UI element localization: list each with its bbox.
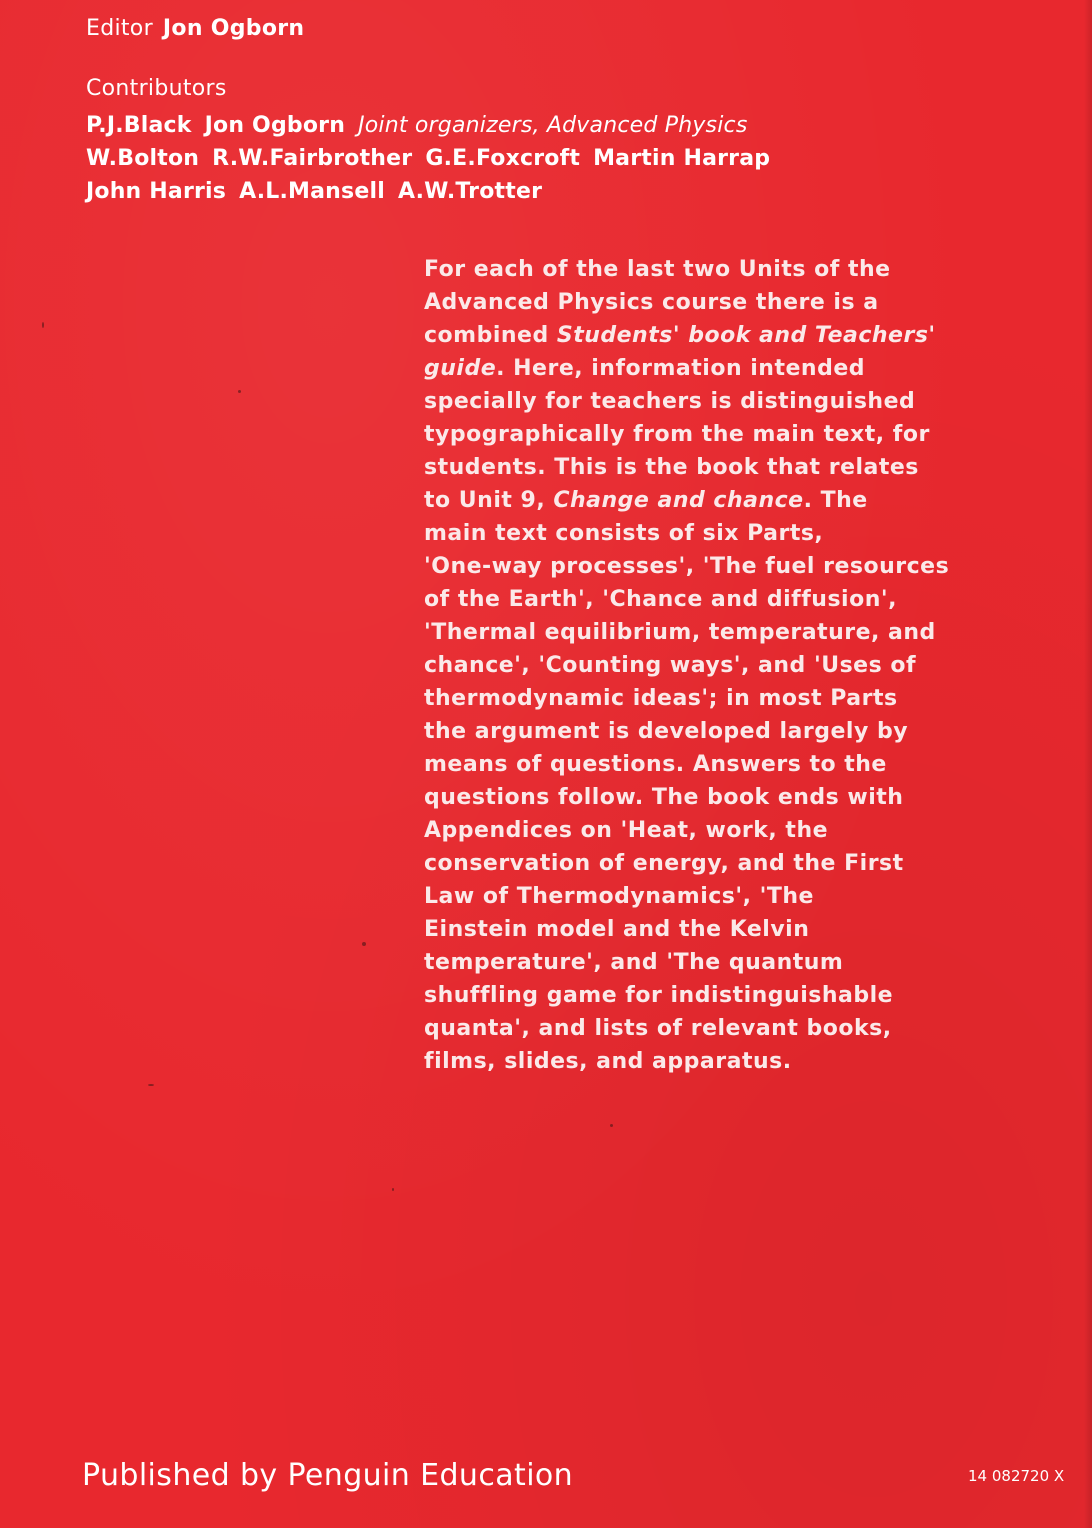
blurb-span: Advanced Physics course there is a <box>424 290 879 315</box>
isbn-number: 14 082720 X <box>968 1467 1065 1485</box>
blurb-span: typographically from the main text, for <box>424 422 930 447</box>
blurb-span: the argument is developed largely by <box>424 719 909 744</box>
contributor-name: A.W.Trotter <box>397 179 543 204</box>
blurb-line <box>424 352 1024 385</box>
blurb-line <box>424 583 1024 616</box>
blurb-line <box>424 517 1024 550</box>
blurb-span: films, slides, and apparatus. <box>424 1049 792 1074</box>
contributor-name: Martin Harrap <box>593 146 771 171</box>
contributors-heading: Contributors <box>86 76 227 101</box>
blurb-line <box>424 1045 1024 1078</box>
blurb-span: conservation of energy, and the First <box>424 851 904 876</box>
blurb-span: . The <box>803 488 868 513</box>
blurb-line <box>424 286 1024 319</box>
blurb-span: Law of Thermodynamics', 'The <box>424 884 814 909</box>
blurb-span: combined <box>424 323 557 348</box>
blurb-span: chance', 'Counting ways', and 'Uses of <box>424 653 917 678</box>
blurb-line <box>424 814 1024 847</box>
editor-name: Jon Ogborn <box>162 16 305 41</box>
blurb-line <box>424 385 1024 418</box>
publisher-imprint: Published by Penguin Education <box>82 1458 574 1493</box>
blurb-span: shuffling game for indistinguishable <box>424 983 894 1008</box>
blurb-line <box>424 715 1024 748</box>
blurb-line <box>424 484 1024 517</box>
blurb-span: temperature', and 'The quantum <box>424 950 844 975</box>
blurb-italic-title: Change and chance <box>553 488 804 513</box>
contributor-name: P.J.Black <box>86 113 192 138</box>
blurb-span: specially for teachers is distinguished <box>424 389 916 414</box>
contributor-name: John Harris <box>86 179 227 204</box>
print-speck <box>42 322 44 328</box>
contributor-role: Joint organizers, Advanced Physics <box>358 113 748 138</box>
blurb-line <box>424 451 1024 484</box>
blurb-span: . Here, information intended <box>496 356 865 381</box>
blurb-line <box>424 847 1024 880</box>
editor-line <box>86 14 304 44</box>
blurb-line <box>424 253 1024 286</box>
blurb-line <box>424 1012 1024 1045</box>
blurb-line <box>424 913 1024 946</box>
blurb-span: to Unit 9, <box>424 488 554 513</box>
blurb-line <box>424 946 1024 979</box>
blurb-line <box>424 550 1024 583</box>
contributors-list <box>86 109 783 208</box>
blurb-text <box>424 253 1024 1078</box>
blurb-span: questions follow. The book ends with <box>424 785 904 810</box>
cover-edge-shadow <box>1084 0 1092 1528</box>
blurb-line <box>424 418 1024 451</box>
blurb-span: Einstein model and the Kelvin <box>424 917 810 942</box>
blurb-span: means of questions. Answers to the <box>424 752 887 777</box>
contributor-name: G.E.Foxcroft <box>425 146 581 171</box>
blurb-italic-title: guide <box>424 356 497 381</box>
blurb-line <box>424 880 1024 913</box>
blurb-span: students. This is the book that relates <box>424 455 919 480</box>
print-speck <box>362 942 366 946</box>
blurb-italic-title: Students' book and Teachers' <box>556 323 936 348</box>
blurb-line <box>424 319 1024 352</box>
blurb-span: thermodynamic ideas'; in most Parts <box>424 686 898 711</box>
contributors-row <box>86 142 783 175</box>
blurb-span: main text consists of six Parts, <box>424 521 824 546</box>
blurb-span: of the Earth', 'Chance and diffusion', <box>424 587 897 612</box>
blurb-line <box>424 979 1024 1012</box>
contributors-row <box>86 109 783 142</box>
blurb-line <box>424 748 1024 781</box>
print-speck <box>148 1084 154 1086</box>
editor-label: Editor <box>86 16 153 41</box>
blurb-line <box>424 781 1024 814</box>
print-speck <box>238 390 241 393</box>
blurb-line <box>424 649 1024 682</box>
contributor-name: Jon Ogborn <box>204 113 346 138</box>
contributor-name: A.L.Mansell <box>239 179 385 204</box>
blurb-span: For each of the last two Units of the <box>424 257 891 282</box>
contributor-name: R.W.Fairbrother <box>212 146 413 171</box>
print-speck <box>392 1188 394 1191</box>
contributor-name: W.Bolton <box>86 146 200 171</box>
contributors-row <box>86 175 783 208</box>
blurb-span: quanta', and lists of relevant books, <box>424 1016 892 1041</box>
blurb-span: Appendices on 'Heat, work, the <box>424 818 829 843</box>
blurb-line <box>424 616 1024 649</box>
print-speck <box>610 1124 613 1127</box>
blurb-line <box>424 682 1024 715</box>
blurb-span: 'One-way processes', 'The fuel resources <box>424 554 950 579</box>
blurb-span: 'Thermal equilibrium, temperature, and <box>424 620 936 645</box>
